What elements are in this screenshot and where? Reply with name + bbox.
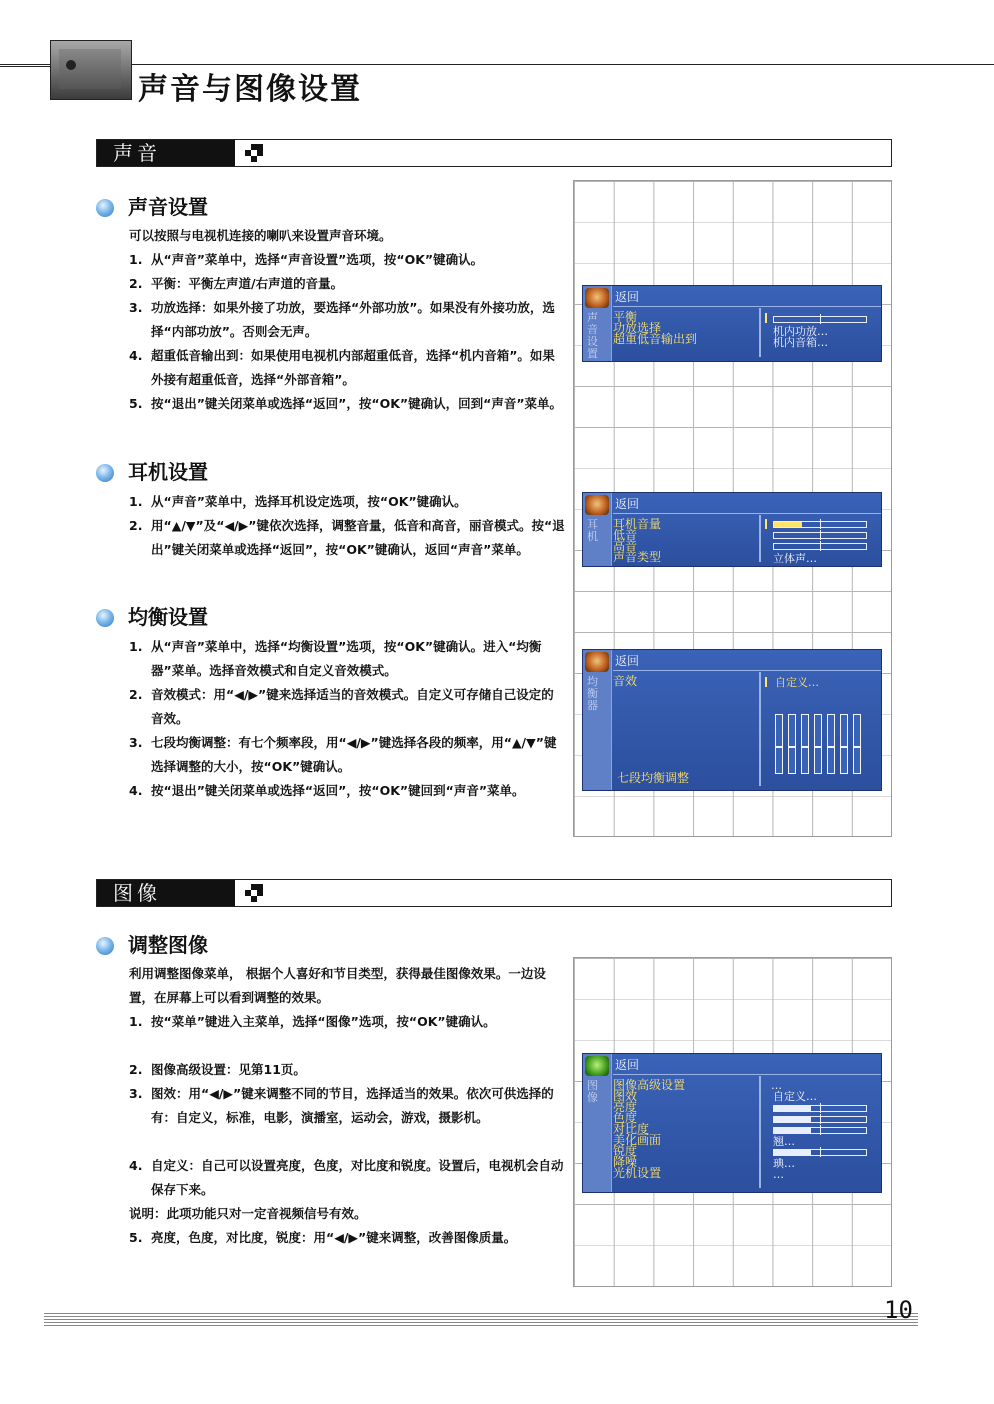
page-number: 10 (884, 1296, 913, 1324)
tv-menu-item: 美化画面 (613, 1133, 662, 1147)
subhead-picture-adjust: 调整图像 (96, 932, 208, 958)
tv-menu-item: 声音类型 (613, 550, 662, 564)
balance-slider (773, 316, 867, 323)
tv-menu-item: 音效 (613, 674, 638, 688)
section-label-sound: 声音 (97, 140, 235, 166)
header-tab-graphic (50, 40, 132, 100)
contrast-slider (773, 1127, 867, 1134)
tv-back-item: 返回 (613, 495, 881, 514)
list-item: 5. 按“退出”键关闭菜单或选择“返回”，按“OK”键确认，回到“声音”菜单。 (129, 396, 563, 411)
tv-menu-item: 图效 (613, 1089, 638, 1103)
tv-menu-headphone: 耳机 返回 耳机音量 低音 高音 声音类型 立体声… (582, 492, 882, 567)
list-item: 5. 亮度，色度，对比度，锐度：用“◀/▶”键来调整，改善图像质量。 (129, 1230, 517, 1245)
eq-band-bar (788, 714, 796, 774)
eq-footer-label: 七段均衡调整 (617, 771, 690, 785)
tv-menu-item: 光机设置 (613, 1166, 662, 1180)
list-item: 2. 音效模式：用“◀/▶”键来选择适当的音效模式。自定义可存储自己设定的音效。 (129, 687, 554, 726)
picture-note: 说明：此项功能只对一定音视频信号有效。 (129, 1206, 367, 1221)
eq-band-bar (827, 714, 835, 774)
tv-menu-item: 锐度 (613, 1144, 638, 1158)
list-item: 1. 从“声音”菜单中，选择“均衡设置”选项，按“OK”键确认。进入“均衡器”菜单。选择音效模式和自定义音效模式。 (129, 639, 542, 678)
checker-icon (245, 144, 263, 162)
tv-menu-item: 超重低音输出到 (613, 332, 698, 346)
eq-band-bar (775, 714, 783, 774)
tv-menu-equalizer: 均衡器 返回 音效 自定义… 七段均衡调整 (582, 649, 882, 791)
tv-menu-item: 图像高级设置 (613, 1078, 686, 1092)
list-item: 2. 平衡：平衡左声道/右声道的音量。 (129, 276, 344, 291)
tv-menu-item: 对比度 (613, 1122, 650, 1136)
list-item: 2. 图像高级设置：见第11页。 (129, 1062, 306, 1077)
subhead-equalizer: 均衡设置 (96, 604, 208, 630)
picture-adjust-intro: 利用调整图像菜单， 根据个人喜好和节目类型，获得最佳图像效果。一边设置，在屏幕上可以看到调整的效果。 (129, 966, 546, 1005)
tv-menu-picture: 图像 返回 图像高级设置 图效 亮度 色度 对比度 美化画面 锐度 降噪 光机设置 … 自定义… 翘… 琠… … (582, 1053, 882, 1193)
header-dot-icon (66, 60, 76, 70)
speaker-icon (585, 495, 609, 515)
list-item: 2. 用“▲/▼”及“◀/▶”键依次选择，调整音量，低音和高音，丽音模式。按“退出”键关闭菜单或选择“返回”，按“OK”键确认，返回“声音”菜单。 (129, 518, 565, 557)
list-item: 1. 按“菜单”键进入主菜单，选择“图像”选项，按“OK”键确认。 (129, 1014, 496, 1029)
subhead-sound-setup: 声音设置 (96, 194, 208, 220)
list-item: 1. 从“声音”菜单中，选择耳机设定选项，按“OK”键确认。 (129, 494, 467, 509)
tv-menu-item: 低音 (613, 528, 638, 542)
tv-menu-item: 耳机音量 (613, 517, 662, 531)
subhead-headphone: 耳机设置 (96, 459, 208, 485)
page-title: 声音与图像设置 (138, 72, 362, 107)
list-item: 3. 功放选择：如果外接了功放，要选择“外部功放”。如果没有外接功放，选择“内部功放”。否则会无声。 (129, 300, 555, 339)
tv-back-item: 返回 (613, 652, 881, 671)
tv-menu-item: 降噪 (613, 1155, 638, 1169)
tv-menu-item: 高音 (613, 539, 638, 553)
bullet-icon (96, 199, 114, 217)
eq-band-bar (814, 714, 822, 774)
list-item: 4. 超重低音输出到：如果使用电视机内部超重低音，选择“机内音箱”。如果外接有超重低音，选择“外部音箱”。 (129, 348, 555, 387)
tv-back-item: 返回 (613, 1056, 881, 1075)
tv-menu-item: 功放选择 (613, 321, 662, 335)
eq-band-bar (801, 714, 809, 774)
tv-back-item: 返回 (613, 288, 881, 307)
eq-band-bar (853, 714, 861, 774)
sharpness-slider (773, 1149, 867, 1156)
list-item: 4. 自定义：自己可以设置亮度，色度，对比度和锐度。设置后，电视机会自动保存下来。 (129, 1158, 564, 1197)
list-item: 3. 图效：用“◀/▶”键来调整不同的节目，选择适当的效果。依次可供选择的有：自定义，标准，电影，演播室，运动会，游戏，摄影机。 (129, 1086, 554, 1125)
speaker-icon (585, 288, 609, 308)
list-item: 3. 七段均衡调整：有七个频率段，用“◀/▶”键选择各段的频率，用“▲/▼”键选择调整的大小，按“OK”键确认。 (129, 735, 557, 774)
tv-menu-item: 色度 (613, 1111, 638, 1125)
tv-menu-item: 亮度 (613, 1100, 638, 1114)
volume-slider (773, 521, 867, 528)
list-item: 1. 从“声音”菜单中，选择“声音设置”选项，按“OK”键确认。 (129, 252, 484, 267)
speaker-icon (585, 652, 609, 672)
footer-rules (44, 1313, 918, 1329)
sound-setup-intro: 可以按照与电视机连接的喇叭来设置声音环境。 (129, 228, 392, 243)
bullet-icon (96, 609, 114, 627)
eq-band-bar (840, 714, 848, 774)
treble-slider (773, 543, 867, 550)
section-label-image: 图像 (97, 880, 235, 906)
tv-menu-sound: 声音设置 返回 平衡 功放选择 超重低音输出到 机内功放… 机内音箱… (582, 285, 882, 362)
brightness-slider (773, 1105, 867, 1112)
bullet-icon (96, 937, 114, 955)
bullet-icon (96, 464, 114, 482)
section-bar-image (96, 879, 892, 907)
color-slider (773, 1116, 867, 1123)
section-bar-sound (96, 139, 892, 167)
list-item: 4. 按“退出”键关闭菜单或选择“返回”，按“OK”键回到“声音”菜单。 (129, 783, 525, 798)
bass-slider (773, 532, 867, 539)
checker-icon (245, 884, 263, 902)
picture-icon (585, 1056, 609, 1076)
tv-menu-item: 平衡 (613, 310, 638, 324)
